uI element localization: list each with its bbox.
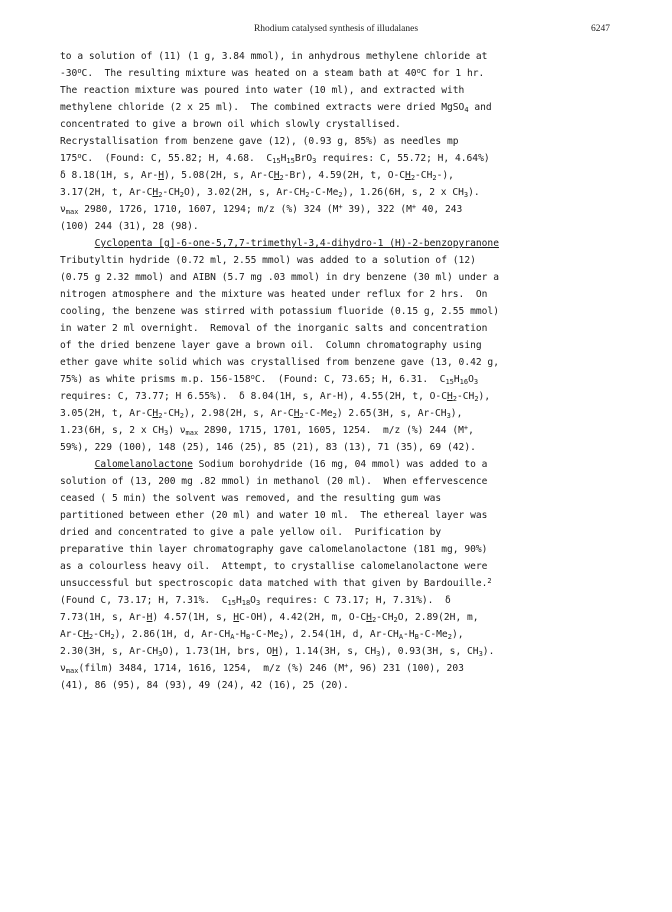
- text-run: -CH: [415, 170, 433, 181]
- text-line: [60, 541, 640, 558]
- superscript: o: [77, 152, 82, 160]
- text-run: The reaction mixture was poured into water (10 ml), and extracted with: [60, 85, 465, 96]
- text-run: C. (Found: C, 73.65; H, 6.31. C: [254, 374, 446, 385]
- subscript: 3: [446, 412, 451, 420]
- text-line: [60, 490, 640, 507]
- text-run: ).: [482, 646, 495, 657]
- text-line: [60, 133, 640, 150]
- text-run: Ar-C: [60, 629, 84, 640]
- text-run: ),: [450, 408, 463, 419]
- subscript: 2: [452, 395, 457, 403]
- text-run: methylene chloride (2 x 25 ml). The combined extracts were dried MgSO: [60, 102, 465, 113]
- underlined-text: H: [273, 170, 280, 181]
- subscript: 2: [447, 633, 452, 641]
- text-run: ), 5.08(2H, s, Ar-C: [163, 170, 274, 181]
- text-line: [60, 82, 640, 99]
- underlined-text: H: [83, 629, 89, 640]
- underlined-text: Cyclopenta [g]-6-one-5,7,7-trimethyl-3,4-dihydro-1 (H)-2-benzopyranone: [94, 238, 499, 249]
- text-run: -CH: [162, 408, 180, 419]
- text-run: as a colourless heavy oil. Attempt, to crystallise calomelanolactone were: [60, 561, 488, 572]
- text-line: [60, 609, 640, 626]
- text-run: and: [468, 102, 492, 113]
- text-run: -H: [403, 629, 415, 640]
- text-line: [60, 371, 640, 388]
- text-run: solution of (13, 200 mg .82 mmol) in methanol (20 ml). When effervescence: [60, 476, 488, 487]
- text-run: 3.17(2H, t, Ar-C: [60, 187, 153, 198]
- text-run: (0.75 g 2.32 mmol) and AIBN (5.7 mg .03 mmol) in dry benzene (30 ml) under a: [60, 272, 499, 283]
- underlined-text: H: [152, 187, 159, 198]
- text-run: ),: [478, 391, 491, 402]
- subscript: B: [245, 633, 251, 641]
- underlined-text: H: [293, 408, 300, 419]
- text-run: -Br), 4.59(2H, t, O-C: [283, 170, 406, 181]
- subscript: 2: [305, 191, 310, 199]
- subscript: 2: [393, 616, 398, 624]
- text-run: to a solution of (11) (1 g, 3.84 mmol), in anhydrous methylene chloride at: [60, 51, 488, 62]
- text-line: [60, 626, 640, 643]
- text-run: ν: [60, 204, 66, 215]
- text-run: nitrogen atmosphere and the mixture was heated under reflux for 2 hrs. On: [60, 289, 488, 300]
- text-run: ), 2.86(1H, d, Ar-CH: [114, 629, 231, 640]
- text-run: -CH: [162, 187, 180, 198]
- text-run: ν: [60, 663, 66, 674]
- text-run: [60, 459, 95, 470]
- text-run: 39), 322 (M: [342, 204, 412, 215]
- text-line: [60, 303, 640, 320]
- underlined-text: H: [152, 408, 159, 419]
- text-run: 2.30(3H, s, Ar-CH: [60, 646, 159, 657]
- text-run: 7.73(1H, s, Ar-: [60, 612, 147, 623]
- text-line: [60, 150, 640, 167]
- text-line: [60, 660, 640, 677]
- text-line: [60, 388, 640, 405]
- text-line: [60, 507, 640, 524]
- subscript: 2: [338, 191, 343, 199]
- text-line: [60, 337, 640, 354]
- text-run: 175: [60, 153, 78, 164]
- subscript: 15: [286, 157, 295, 165]
- text-run: ), 1.26(6H, s, 2 x CH: [342, 187, 464, 198]
- text-run: 2890, 1715, 1701, 1605, 1254. m/z (%) 244 (M: [198, 425, 464, 436]
- text-run: C-OH), 4.42(2H, m, O-C: [239, 612, 367, 623]
- underlined-text: H: [272, 646, 278, 657]
- text-run: [60, 238, 95, 249]
- text-line: [60, 575, 640, 592]
- text-run: 3.05(2H, t, Ar-C: [60, 408, 153, 419]
- superscript: +: [463, 424, 469, 432]
- text-line: [60, 201, 640, 218]
- subscript: 3: [163, 429, 169, 437]
- text-run: ether gave white solid which was crystallised from benzene gave (13, 0.42 g,: [60, 357, 499, 368]
- text-run: C. (Found: C, 55.82; H, 4.68. C: [81, 153, 273, 164]
- text-run: (41), 86 (95), 84 (93), 49 (24), 42 (16), 25 (20).: [60, 680, 349, 691]
- superscript: +: [338, 203, 343, 211]
- text-line: [60, 320, 640, 337]
- text-run: -H: [234, 629, 246, 640]
- text-run: C. The resulting mixture was heated on a steam bath at 40: [81, 68, 417, 79]
- subscript: 3: [376, 650, 381, 658]
- subscript: 3: [255, 599, 261, 607]
- subscript: 15: [272, 157, 281, 165]
- text-run: Recrystallisation from benzene gave (12), (0.93 g, 85%) as needles mp: [60, 136, 459, 147]
- text-run: 75%) as white prisms m.p. 156-158: [60, 374, 251, 385]
- text-run: O), 1.73(1H, brs, O: [162, 646, 273, 657]
- text-run: ), 0.93(3H, s, CH: [380, 646, 479, 657]
- subscript: 15: [227, 599, 236, 607]
- text-run: 40, 243: [416, 204, 463, 215]
- text-run: requires: C, 55.72; H, 4.64%): [316, 153, 490, 164]
- subscript: 2: [179, 412, 184, 420]
- text-run: -CH: [376, 612, 394, 623]
- text-run: 1.23(6H, s, 2 x CH: [60, 425, 164, 436]
- text-run: requires: C, 73.77; H 6.55%). δ 8.04(1H, s, Ar-H), 4.55(2H, t, O-C: [60, 391, 447, 402]
- text-line: [60, 252, 640, 269]
- underlined-text: H: [447, 391, 453, 402]
- subscript: 4: [464, 106, 469, 114]
- text-line: [60, 643, 640, 660]
- subscript: 15: [445, 378, 454, 386]
- experimental-section-text: [60, 48, 640, 694]
- subscript: 2: [299, 412, 304, 420]
- text-run: H: [453, 374, 460, 385]
- running-header-title: Rhodium catalysed synthesis of illudalanes: [253, 24, 419, 34]
- text-line: [60, 286, 640, 303]
- text-run: ), 2.98(2H, s, Ar-C: [183, 408, 294, 419]
- text-run: H: [280, 153, 287, 164]
- underlined-text: H: [146, 612, 153, 623]
- text-run: ), 1.14(3H, s, CH: [277, 646, 377, 657]
- text-run: -CH: [457, 391, 475, 402]
- text-line: [60, 218, 640, 235]
- text-line: [60, 48, 640, 65]
- text-run: preparative thin layer chromatography gave calomelanolactone (181 mg, 90%): [60, 544, 488, 555]
- text-line: [60, 677, 640, 694]
- text-run: C for 1 hr.: [420, 68, 485, 79]
- subscript: max: [65, 208, 79, 216]
- subscript: 2: [110, 633, 115, 641]
- text-run: δ 8.18(1H, s, Ar-: [60, 170, 159, 181]
- text-run: ) 4.57(1H, s,: [152, 612, 234, 623]
- underlined-text: H: [233, 612, 240, 623]
- text-line: [60, 354, 640, 371]
- text-run: -C-Me: [250, 629, 280, 640]
- text-line: [60, 422, 640, 439]
- text-run: 59%), 229 (100), 148 (25), 146 (25), 85 (21), 83 (13), 71 (35), 69 (42).: [60, 442, 476, 453]
- text-line: [60, 439, 640, 456]
- subscript: 16: [459, 378, 469, 386]
- subscript: 2: [279, 174, 284, 182]
- text-run: -30: [60, 68, 78, 79]
- underlined-text: Calomelanolactone: [94, 459, 193, 470]
- text-run: (Found C, 73.17; H, 7.31%. C: [60, 595, 228, 606]
- subscript: 2: [432, 174, 437, 182]
- text-line: [60, 592, 640, 609]
- text-run: ).: [468, 187, 480, 198]
- underlined-text: H: [366, 612, 372, 623]
- superscript: +: [344, 662, 349, 670]
- text-run: in water 2 ml overnight. Removal of the inorganic salts and concentration: [60, 323, 488, 334]
- text-run: -C-Me: [418, 629, 448, 640]
- subscript: 3: [158, 650, 163, 658]
- subscript: max: [65, 667, 79, 675]
- subscript: 2: [332, 412, 337, 420]
- subscript: A: [230, 633, 235, 641]
- text-run: cooling, the benzene was stirred with potassium fluoride (0.15 g, 2.55 mmol): [60, 306, 499, 317]
- subscript: 3: [312, 157, 317, 165]
- subscript: 3: [463, 191, 469, 199]
- text-run: requires: C 73.17; H, 7.31%). δ: [260, 595, 451, 606]
- subscript: B: [414, 633, 419, 641]
- subscript: 18: [241, 599, 251, 607]
- text-run: , 96) 231 (100), 203: [348, 663, 464, 674]
- text-line: [60, 65, 640, 82]
- text-run: (100) 244 (31), 28 (98).: [60, 221, 199, 232]
- underlined-text: H: [405, 170, 411, 181]
- text-run: O: [250, 595, 256, 606]
- superscript: 2: [487, 577, 492, 585]
- text-run: -),: [436, 170, 454, 181]
- text-run: -CH: [93, 629, 111, 640]
- subscript: 2: [474, 395, 479, 403]
- superscript: +: [411, 203, 417, 211]
- text-run: 2980, 1726, 1710, 1607, 1294; m/z (%) 324 (M: [78, 204, 339, 215]
- text-run: partitioned between ether (20 ml) and water 10 ml. The ethereal layer was: [60, 510, 488, 521]
- text-run: Tributyltin hydride (0.72 ml, 2.55 mmol) was added to a solution of (12): [60, 255, 476, 266]
- superscript: o: [77, 67, 82, 75]
- underlined-text: H: [158, 170, 164, 181]
- text-run: ) 2.65(3H, s, Ar-CH: [336, 408, 447, 419]
- text-line: [60, 456, 640, 473]
- text-run: unsuccessful but spectroscopic data matched with that given by Bardouille.: [60, 578, 488, 589]
- text-run: of the dried benzene layer gave a brown oil. Column chromatography using: [60, 340, 482, 351]
- text-run: O: [468, 374, 474, 385]
- text-line: [60, 473, 640, 490]
- subscript: 2: [179, 191, 184, 199]
- superscript: o: [416, 67, 421, 75]
- text-line: [60, 405, 640, 422]
- text-line: [60, 524, 640, 541]
- subscript: 3: [473, 378, 479, 386]
- subscript: 2: [371, 616, 377, 624]
- subscript: 2: [88, 633, 94, 641]
- text-run: O), 3.02(2H, s, Ar-CH: [183, 187, 306, 198]
- subscript: 2: [410, 174, 416, 182]
- subscript: max: [185, 429, 199, 437]
- text-run: O, 2.89(2H, m,: [397, 612, 479, 623]
- text-run: -C-Me: [309, 187, 339, 198]
- text-run: BrO: [294, 153, 313, 164]
- text-line: [60, 235, 640, 252]
- text-run: ) ν: [168, 425, 186, 436]
- text-run: Sodium borohydride (16 mg, 04 mmol) was added to a: [192, 459, 488, 470]
- superscript: o: [250, 373, 255, 381]
- text-line: [60, 99, 640, 116]
- text-line: [60, 558, 640, 575]
- text-run: ),: [451, 629, 464, 640]
- subscript: 3: [478, 650, 483, 658]
- text-run: H: [235, 595, 242, 606]
- subscript: A: [398, 633, 404, 641]
- text-run: -C-Me: [303, 408, 333, 419]
- subscript: 2: [158, 412, 163, 420]
- text-line: [60, 167, 640, 184]
- text-run: concentrated to give a brown oil which slowly crystallised.: [60, 119, 401, 130]
- page-number: 6247: [591, 24, 610, 34]
- text-run: ceased ( 5 min) the solvent was removed, and the resulting gum was: [60, 493, 442, 504]
- text-line: [60, 184, 640, 201]
- text-line: [60, 269, 640, 286]
- text-run: (film) 3484, 1714, 1616, 1254, m/z (%) 246 (M: [78, 663, 345, 674]
- text-line: [60, 116, 640, 133]
- subscript: 2: [158, 191, 163, 199]
- text-run: dried and concentrated to give a pale yellow oil. Purification by: [60, 527, 442, 538]
- subscript: 2: [279, 633, 284, 641]
- text-run: ,: [468, 425, 474, 436]
- text-run: ), 2.54(1H, d, Ar-CH: [283, 629, 399, 640]
